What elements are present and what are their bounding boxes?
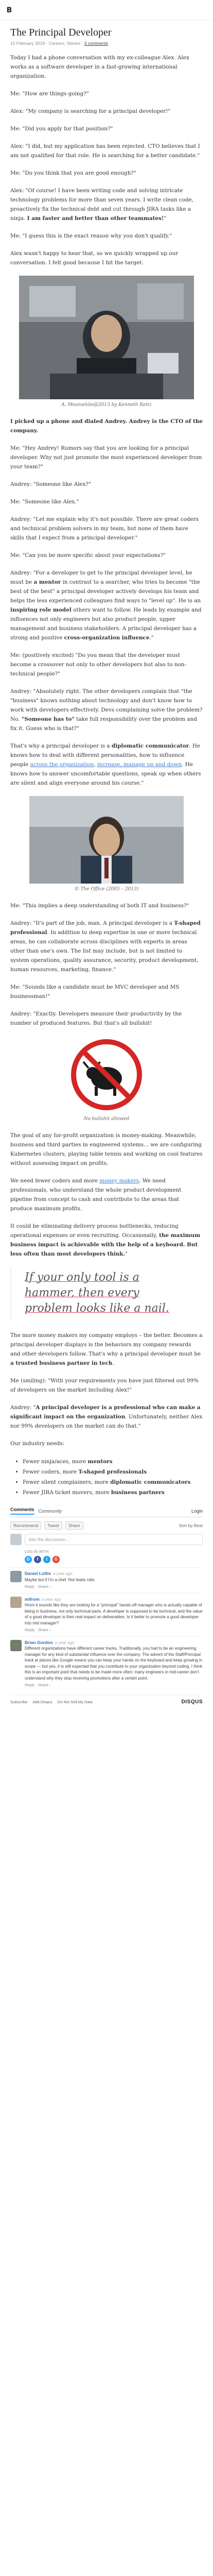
comment (10, 1636, 203, 1691)
list-item-emphasis: diplomatic communicators (110, 1479, 191, 1485)
paragraph: Andrey: "Absolutely right. The other developers complain that "the "business" knows nothing about technology and don't know how to work with developers effectively. Devs complaining solve the problem? No. "Someone has to" take full responsibility over the problem and fix it. Guess who is that?" (10, 688, 203, 732)
comment-compose (10, 1534, 203, 1545)
paragraph: Me: "Can you be more specific about your expectations?" (10, 552, 166, 558)
comment-input[interactable]: Join the discussion... (25, 1534, 203, 1545)
paragraph: Andrey: "It's part of the job, man. A principal developer is a T-shaped professional. In addition to deep expertise in one or more technical areas, he can collaborate across disciplines with experts in areas other than one's own. The list may include, but is not limited to system operations, quality assurance, security, product development, human resources, marketing, finance." (10, 920, 201, 973)
paragraph: Andrey: "Let me explain why it's not possible. There are great coders and technical problem solvers in my team, but none of them have skills that I expect from a principal developer." (10, 516, 199, 541)
paragraph: Andrey: "A principal developer is a professional who can make a significant impact on the organization. Unfortunately, neither Alex nor 99% developers on the market can do that." (10, 1404, 203, 1429)
post-category: Careers, Stories (48, 41, 81, 46)
comment-text: Different organizations have different career tracks. Traditionally, you had to be an engineering manager for any kind of substantial influence over the company. The advent of the Staff/Principal track at places like Google means you can keep your hands on the keyboard and keep growing in scope — but yes, it is still expected that you contribute to your organization beyond coding. I think this is an important point that needs to be made more often; many engineers in mid-career don't understand why they stop receiving promotions after a certain point. (25, 1646, 203, 1681)
list-item: • Fewer JIRA ticket movers, more business partners (23, 1487, 203, 1498)
office-photo-image (19, 276, 194, 399)
list-item: • Fewer coders, more T-shaped professionals (23, 1467, 203, 1477)
paragraph: Me: "Someone like Alex." (10, 499, 79, 505)
paragraph: Alex: "My company is searching for a principal developer!" (10, 108, 171, 114)
paragraph: Me (smiling): "With your requirements you have just filtered out 99% of developers on the market including Alex!" (10, 1378, 199, 1393)
paragraph: Me: "How are things going?" (10, 91, 89, 97)
no-bullshit-figure (10, 1036, 203, 1113)
photo-the-office (10, 796, 203, 884)
social-logins (25, 1556, 203, 1563)
photo-caption: A, Meanwhile@2013 by Kenneth Reitz (61, 402, 152, 408)
comment-text: Maybe but if I'm a chef. Not leads rolls. (25, 1577, 96, 1582)
paragraph: That's why a principal developer is a diplomatic communicator. He knows how to deal with different personalities, how to influence people across the organization, increase, manage up and down. He knows how to answer uncomfortable questions, speak up when others are silent and align everyone around his course." (10, 743, 201, 786)
article (0, 21, 213, 1498)
comment-actions[interactable]: Reply · Share › (25, 1683, 51, 1687)
paragraph: I picked up a phone and dialed Andrey. Andrey is the CTO of the company. (10, 418, 203, 434)
twitter-icon[interactable]: t (43, 1556, 50, 1563)
paragraph: Andrey: "Exactly. Developers measure their productivity by the number of produced features. But that's all bullshit! (10, 1011, 182, 1026)
the-office-image (29, 796, 184, 884)
paragraph: Me: "Do you think that you are good enough?" (10, 170, 136, 176)
comment-text: Hmm it sounds like they are looking for a “principal” hands-off manager who is actually capable of being in business, not only technical parts. A developer is supposed to be technical, and the value of a good developer is their real impact on deliverables. Is it better to promote a good developer into mid manager? (25, 1603, 203, 1625)
comments-section (0, 1507, 213, 1709)
post-date: 15 February 2019 (10, 41, 45, 46)
comment-time[interactable]: a year ago (53, 1571, 73, 1576)
page-title: The Principal Developer (10, 27, 112, 38)
needs-list (10, 1456, 203, 1498)
google-icon[interactable]: G (52, 1556, 60, 1563)
add-disqus-link[interactable]: Add Disqus (32, 1699, 52, 1704)
paragraph: Me: "Did you apply for that position?" (10, 126, 113, 132)
subscribe-link[interactable]: Subscribe (10, 1699, 28, 1704)
comment-author[interactable]: Daniel Loftis (25, 1571, 51, 1576)
comment-author[interactable]: mifrom (25, 1596, 40, 1602)
recommend-button[interactable]: Recommend (10, 1521, 41, 1530)
comment-time[interactable]: a year ago (41, 1597, 61, 1602)
pull-quote (10, 1267, 203, 1319)
comment (10, 1593, 203, 1636)
list-item: • Fewer ninja/aces, more mentors (23, 1456, 203, 1467)
paragraph: The goal of any for-profit organization is money-making. Meanwhile, business and third parties in engineered systems... we are configuring Kubernetes clusters, playing table tennis and working on cool features without assessing impact on profits. (10, 1132, 203, 1166)
comment-actions[interactable]: Reply · Share › (25, 1628, 51, 1632)
paragraph: Today I had a phone conversation with my ex-colleague Alex. Alex works as a software developer in a fast-growing international organization. (10, 55, 189, 79)
comment-actions[interactable]: Reply · Share › (25, 1584, 51, 1589)
login-button[interactable]: Login (191, 1508, 203, 1514)
paragraph: Me: "This implies a deep understanding of both IT and business?" (10, 903, 189, 909)
avatar (10, 1534, 22, 1545)
avatar[interactable] (10, 1597, 22, 1608)
paragraph: We need fewer coders and more money makers. We need professionals, who understand the whole product development pipeline from concept to cash and contribute to the areas that produce maximum profits. (10, 1178, 182, 1212)
comments-link[interactable]: 3 comments (84, 41, 108, 46)
paragraph: Our industry needs: (10, 1440, 64, 1447)
paragraph: Andrey: "Someone like Alex?" (10, 481, 91, 487)
paragraph: Alex wasn't happy to hear that, so we quickly wrapped up our conversation. I felt good because I hit the target. (10, 250, 179, 266)
avatar[interactable] (10, 1571, 22, 1582)
comment (10, 1567, 203, 1593)
sort-dropdown[interactable]: Sort by Best (179, 1523, 203, 1528)
post-meta: 15 February 2019 · Careers, Stories · 3 comments (10, 41, 108, 46)
list-item-emphasis: business partners (111, 1489, 165, 1496)
comments-footer (10, 1694, 203, 1709)
privacy-link[interactable]: Do Not Sell My Data (57, 1699, 93, 1704)
comment-author[interactable]: Brian Gordon (25, 1639, 53, 1645)
no-bull-icon (68, 1036, 145, 1113)
share-button[interactable]: Share (65, 1521, 83, 1530)
paragraph: Alex: "Of course! I have been writing code and solving intricate technology problems for more than seven years. I write clean code, proactively fix the technical debt and cut through JIRA tasks like a ninja. I am faster and better than other teammates!" (10, 188, 194, 222)
list-item: • Fewer silent complainers, more diplomatic communicators (23, 1477, 203, 1487)
avatar[interactable] (10, 1640, 22, 1651)
paragraph: Me: "I guess this is the exact reason why you don't qualify." (10, 233, 172, 239)
facebook-icon[interactable]: f (34, 1556, 41, 1563)
paragraph: Alex: "I did, but my application has been rejected. CTO believes that I am not qualified for that role. He is searching for a better candidate." (10, 143, 200, 159)
community-tab[interactable]: Community (38, 1508, 62, 1514)
comment-time[interactable]: a year ago (55, 1640, 75, 1645)
quote-line: If your only tool is a (25, 1271, 139, 1284)
top-bar (0, 0, 213, 21)
disqus-logo[interactable]: DISQUS (181, 1699, 203, 1705)
photo-caption: © The Office (2005 – 2013) (74, 887, 139, 892)
list-item-emphasis: T-shaped professionals (78, 1469, 147, 1475)
disqus-icon[interactable]: D (25, 1556, 32, 1563)
paragraph: Me: "Hey Andrey! Rumors say that you are looking for a principal developer. Why not just promote the most experienced developer from your team?" (10, 445, 202, 470)
photo-office (10, 276, 203, 399)
paragraph: It could be eliminating delivery process bottlenecks, reducing operational expenses or even recruiting. Occasionally, the maximum business impact is achievable with the help of a keyboard. But less often than most developers think." (10, 1223, 201, 1257)
paragraph: The more money makers my company employs – the better. Becomes a principal developer displays is the behaviors my company rewards and other developers follow. That's why a principal developer must be a trusted business partner in tech. (10, 1332, 203, 1366)
paragraph: Me: "Sounds like a candidate must be MVC developer and MS businessman!" (10, 984, 180, 999)
paragraph: Me: (positively excited) "Do you mean that the developer must become a crossover not only to other developers but also to non-technical people?" (10, 652, 186, 677)
tweet-button[interactable]: Tweet (44, 1521, 62, 1530)
quote-line: hammer, then every (25, 1286, 139, 1299)
comments-toolbar (10, 1521, 203, 1530)
site-logo[interactable]: B (6, 6, 12, 14)
quote-line: problem looks like a nail. (25, 1302, 169, 1315)
comments-count-tab[interactable]: Comments (10, 1507, 34, 1515)
login-with-label: LOG IN WITH (25, 1549, 49, 1554)
comments-header (10, 1507, 203, 1517)
figure-caption: No bullshit allowed (83, 1116, 130, 1122)
list-item-emphasis: mentors (87, 1459, 113, 1465)
paragraph: Andrey: "For a developer to get to the principal developer level, he must be a mentor in contrast to a searcher, who tries to become "the best of the best" a principal developer actively develops his team and helps the less experienced colleagues find ways to "level up". He is an inspiring role model others want to follow. He leads by example and influences not only engineers but also product people, upper management and business stakeholders. A principal developer has a strong and positive cross-organization influence." (10, 570, 202, 641)
